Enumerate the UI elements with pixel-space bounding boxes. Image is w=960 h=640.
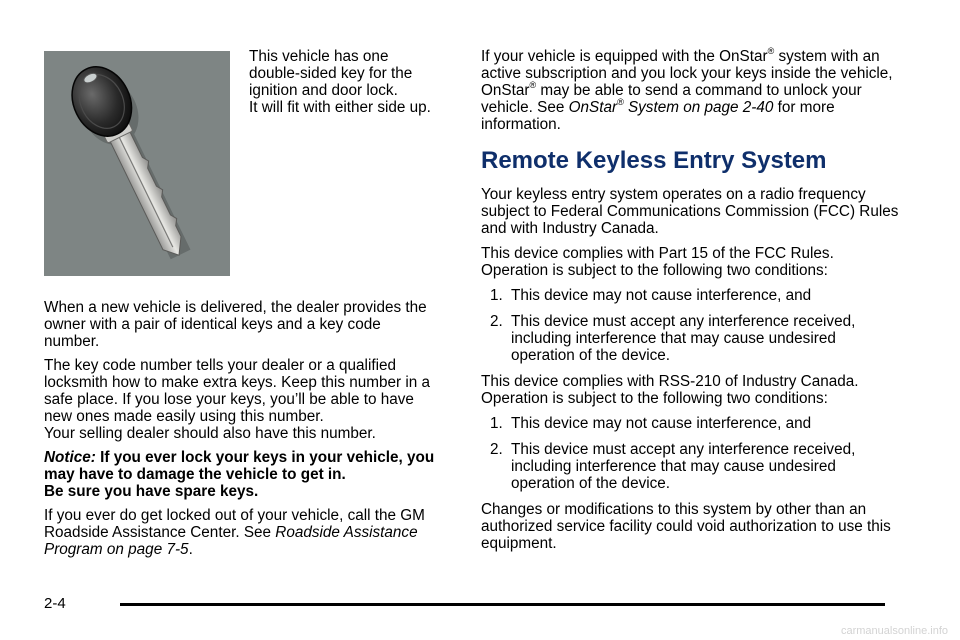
registered-mark: ® [617, 97, 624, 107]
key-code-dealer-text: Your selling dealer should also have this number. [44, 425, 376, 442]
list-item [481, 287, 901, 304]
list-text: This device may not cause interference, and [511, 287, 812, 304]
registered-mark: ® [767, 46, 775, 56]
locked-out-text: If you ever do get locked out of your vehicle, call the GM Roadside Assistance Center. See [44, 507, 425, 541]
paragraph-rke-intro: Your keyless entry system operates on a radio frequency subject to Federal Communications Commission (FCC) Rules and with Industry Canada. [481, 186, 899, 237]
list-number: 1. [490, 415, 503, 432]
list-text: This device must accept any interference received, including interference that may cause undesired operation of the device. [511, 313, 856, 364]
paragraph-fcc: This device complies with Part 15 of the FCC Rules. Operation is subject to the following two conditions: [481, 245, 834, 279]
notice-text-2: Be sure you have spare keys. [44, 483, 259, 500]
onstar-text-d: for more information. [481, 99, 835, 133]
key-icon [44, 51, 230, 276]
roadside-reference-link[interactable]: Roadside Assistance Program on page 7-5 [44, 524, 418, 558]
notice-text: If you ever lock your keys in your vehicle, you may have to damage the vehicle to get in. [44, 449, 435, 483]
list-text: This device must accept any interference received, including interference that may cause undesired operation of the device. [511, 441, 856, 492]
onstar-text-b: system with an active subscription and you lock your keys inside the vehicle, OnStar [481, 48, 893, 99]
list-number: 2. [490, 441, 503, 458]
list-item [481, 441, 901, 492]
paragraph-rss: This device complies with RSS-210 of Industry Canada. Operation is subject to the following two conditions: [481, 373, 859, 407]
right-column [481, 48, 901, 560]
intro-line: It will fit with either side up. [249, 99, 431, 116]
notice-paragraph [44, 449, 440, 500]
paragraph-locked-out [44, 507, 440, 558]
rss-conditions-list [481, 415, 901, 492]
locked-out-end: . [188, 541, 193, 558]
left-column [44, 299, 440, 565]
paragraph-modifications: Changes or modifications to this system by other than an authorized service facility could void authorization to use this equipment. [481, 501, 891, 552]
intro-line: double-sided key for the [249, 65, 413, 82]
footer-divider [120, 603, 885, 606]
key-code-text: The key code number tells your dealer or a qualified locksmith how to make extra keys. Keep this number in a safe place. If you lose your keys, you’ll be able to have new ones made easily using this number. [44, 357, 430, 425]
paragraph-key-delivery: When a new vehicle is delivered, the dealer provides the owner with a pair of identical keys and a key code number. [44, 299, 427, 350]
key-photo [44, 51, 230, 276]
list-item [481, 415, 901, 432]
list-text: This device may not cause interference, and [511, 415, 812, 432]
onstar-ref-a: OnStar [568, 99, 618, 116]
key-intro [249, 48, 449, 116]
onstar-text-c: may be able to send a command to unlock your vehicle. See [481, 82, 862, 116]
section-heading: Remote Keyless Entry System [481, 147, 827, 174]
registered-mark: ® [529, 80, 537, 90]
onstar-ref-b: System on page 2-40 [627, 99, 774, 116]
onstar-text-a: If your vehicle is equipped with the OnStar [481, 48, 768, 65]
list-number: 1. [490, 287, 503, 304]
onstar-reference-link[interactable] [569, 99, 774, 116]
list-number: 2. [490, 313, 503, 330]
notice-label: Notice: [44, 449, 96, 466]
fcc-conditions-list [481, 287, 901, 364]
intro-line: ignition and door lock. [249, 82, 398, 99]
paragraph-key-code [44, 357, 440, 442]
watermark: carmanualsonline.info [840, 625, 948, 637]
list-item [481, 313, 901, 364]
page-number: 2-4 [44, 595, 66, 612]
paragraph-onstar [481, 48, 901, 133]
intro-line: This vehicle has one [249, 48, 389, 65]
